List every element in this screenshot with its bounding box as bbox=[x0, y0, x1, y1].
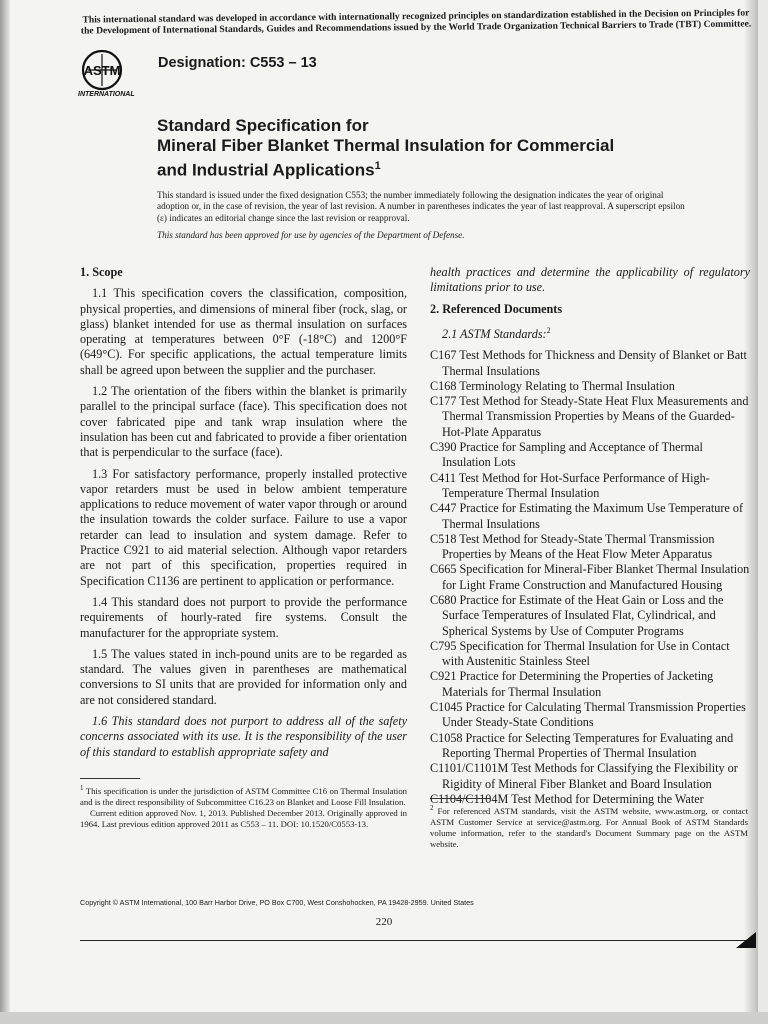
reference-item: C1104/C1104M Test Method for Determining the Water bbox=[430, 791, 704, 806]
astm-logo-icon bbox=[78, 48, 148, 98]
document-title bbox=[157, 116, 697, 181]
title-line-3-text: and Industrial Applications bbox=[157, 160, 375, 180]
reference-item: C665 Specification for Mineral-Fiber Blanket Thermal Insulation for Light Frame Construction and Manufactured Housing bbox=[430, 562, 750, 592]
tbt-notice: This international standard was developed in accordance with internationally recognized principles on standardization established in the Decision on Principles for the Development of International Standards, Guides and Recommendations issued by the World Trade Organization Technical Barriers to Trade (TBT) Committee. bbox=[80, 7, 752, 37]
reference-item: C1058 Practice for Selecting Temperatures for Evaluating and Reporting Thermal Properties of Thermal Insulation bbox=[430, 730, 734, 760]
footnote-1-text bbox=[80, 783, 407, 808]
reference-item: C680 Practice for Estimate of the Heat Gain or Loss and the Surface Temperatures of Insulated Flat, Cylindrical, and Spherical Systems by Use of Computer Programs bbox=[430, 593, 724, 638]
bottom-rule bbox=[80, 940, 748, 941]
footnote-1-mark: 1 bbox=[80, 784, 84, 792]
footnote-rule-right bbox=[430, 798, 490, 799]
scan-bottom-band bbox=[0, 1012, 768, 1024]
title-line-3 bbox=[157, 156, 697, 181]
reference-item: C1045 Practice for Calculating Thermal Transmission Properties Under Steady-State Conditions bbox=[430, 700, 746, 730]
footnote-1 bbox=[80, 783, 407, 830]
page-number: 220 bbox=[375, 916, 393, 928]
section-heading-scope: 1. Scope bbox=[80, 265, 123, 279]
logo-text: ASTM bbox=[83, 63, 121, 78]
paragraph-1-3: 1.3 For satisfactory performance, properly installed protective vapor retarders must be used in below ambient temperature applications to reduce movement of water vapor through or around the insulation towards the colder surface. Failure to use a vapor retarder can lead to insulation and system damage. Refer to Practice C921 to aid material selection. Although vapor retarders are not part of this specification, properties required in Specification C1136 are pertinent to application or performance. bbox=[80, 466, 407, 588]
reference-list bbox=[430, 348, 750, 807]
subsection-astm-standards-text: 2.1 ASTM Standards: bbox=[442, 326, 547, 341]
title-footnote-mark: 1 bbox=[374, 160, 381, 172]
reference-item: C795 Specification for Thermal Insulation for Use in Contact with Austenitic Stainless Steel bbox=[430, 638, 730, 669]
reference-item: C518 Test Method for Steady-State Thermal Transmission Properties by Means of the Heat Flow Meter Apparatus bbox=[430, 531, 715, 562]
paragraph-1-1: 1.1 This specification covers the classification, composition, physical properties, and dimensions of mineral fiber (rock, slag, or glass) blanket intended for use as thermal insulation on surfaces operating at temperatures between 0°F (-18°C) and 1200°F (649°C). For specific applications, the actual temperature limits shall be agreed upon between the supplier and the purchaser. bbox=[80, 286, 407, 377]
paragraph-1-2: 1.2 The orientation of the fibers within the blanket is primarily parallel to the principal surface (face). This specification does not cover fabricated pipe and tank wrap insulation where the insulation has been cut and fabricated to provide a fiber orientation that is perpendicular to the surface (face). bbox=[80, 384, 407, 460]
title-line-1: Standard Specification for bbox=[157, 116, 369, 135]
subsection-footnote-mark: 2 bbox=[546, 325, 551, 335]
paragraph-1-6-continued: health practices and determine the applicability of regulatory limitations prior to use. bbox=[430, 265, 750, 295]
reference-item: C167 Test Methods for Thickness and Density of Blanket or Batt Thermal Insulations bbox=[430, 348, 747, 378]
logo-subtitle: INTERNATIONAL bbox=[78, 91, 135, 98]
reference-item: C921 Practice for Determining the Properties of Jacketing Materials for Thermal Insulation bbox=[430, 669, 714, 699]
footnote-1-edition: Current edition approved Nov. 1, 2013. Published December 2013. Originally approved in 1964. Last previous edition approved 2011 as C553 – 11. DOI: 10.1520/C0553-13. bbox=[80, 807, 407, 829]
reference-item: C1101/C1101M Test Methods for Classifying the Flexibility or Rigidity of Mineral Fiber Blanket and Board Insulation bbox=[430, 761, 738, 791]
paragraph-1-4: 1.4 This standard does not purport to provide the performance requirements of hourly-rated fire systems. Consult the manufacturer for the appropriate system. bbox=[80, 594, 407, 640]
reference-item: C390 Practice for Sampling and Acceptance of Thermal Insulation Lots bbox=[430, 440, 703, 470]
preface-note: This standard is issued under the fixed designation C553; the number immediately following the designation indicates the year of original adoption or, in the case of revision, the year of last revision. A number in parentheses indicates the year of last reapproval. A superscript epsilon (ε) indicates an editorial change since the last revision or reapproval. bbox=[157, 190, 685, 223]
footnote-2 bbox=[430, 803, 748, 850]
footnote-rule-left bbox=[80, 778, 140, 779]
dod-approval-note: This standard has been approved for use by agencies of the Department of Defense. bbox=[157, 230, 465, 240]
scan-edge-left bbox=[0, 0, 10, 1024]
reference-item: C177 Test Method for Steady-State Heat Flux Measurements and Thermal Transmission Properties by Means of the Guarded-Hot-Plate Apparatus bbox=[430, 394, 749, 439]
right-column bbox=[430, 265, 750, 807]
footnote-2-body: For referenced ASTM standards, visit the ASTM website, www.astm.org, or contact ASTM Customer Service at service@astm.org. For Annual Book of ASTM Standards volume information, refer to the standard's Document Summary page on the ASTM website. bbox=[430, 805, 748, 849]
subsection-astm-standards bbox=[430, 323, 750, 342]
paragraph-1-5: 1.5 The values stated in inch-pound units are to be regarded as standard. The values given in parentheses are mathematical conversions to SI units that are provided for information only and are not considered standard. bbox=[80, 646, 407, 707]
footnote-1-body: This specification is under the jurisdiction of ASTM Committee C16 on Thermal Insulation and is the direct responsibility of Subcommittee C16.23 on Blanket and Loose Fill Insulation. bbox=[80, 785, 408, 807]
designation: Designation: C553 – 13 bbox=[158, 55, 317, 71]
title-line-2: Mineral Fiber Blanket Thermal Insulation for Commercial bbox=[157, 136, 615, 155]
reference-item: C168 Terminology Relating to Thermal Insulation bbox=[430, 378, 675, 393]
section-heading-referenced-documents: 2. Referenced Documents bbox=[430, 301, 563, 316]
copyright-line: Copyright © ASTM International, 100 Barr Harbor Drive, PO Box C700, West Conshohocken, PA 19428-2959. United States bbox=[80, 898, 474, 907]
footnote-2-mark: 2 bbox=[430, 804, 434, 812]
left-column bbox=[80, 265, 407, 766]
reference-item: C411 Test Method for Hot-Surface Performance of High-Temperature Thermal Insulation bbox=[430, 470, 710, 500]
paragraph-1-6: 1.6 This standard does not purport to address all of the safety concerns associated with its use. It is the responsibility of the user of this standard to establish appropriate safety and bbox=[80, 714, 407, 759]
reference-item: C447 Practice for Estimating the Maximum Use Temperature of Thermal Insulations bbox=[430, 501, 744, 531]
page-curl-icon bbox=[734, 930, 758, 950]
